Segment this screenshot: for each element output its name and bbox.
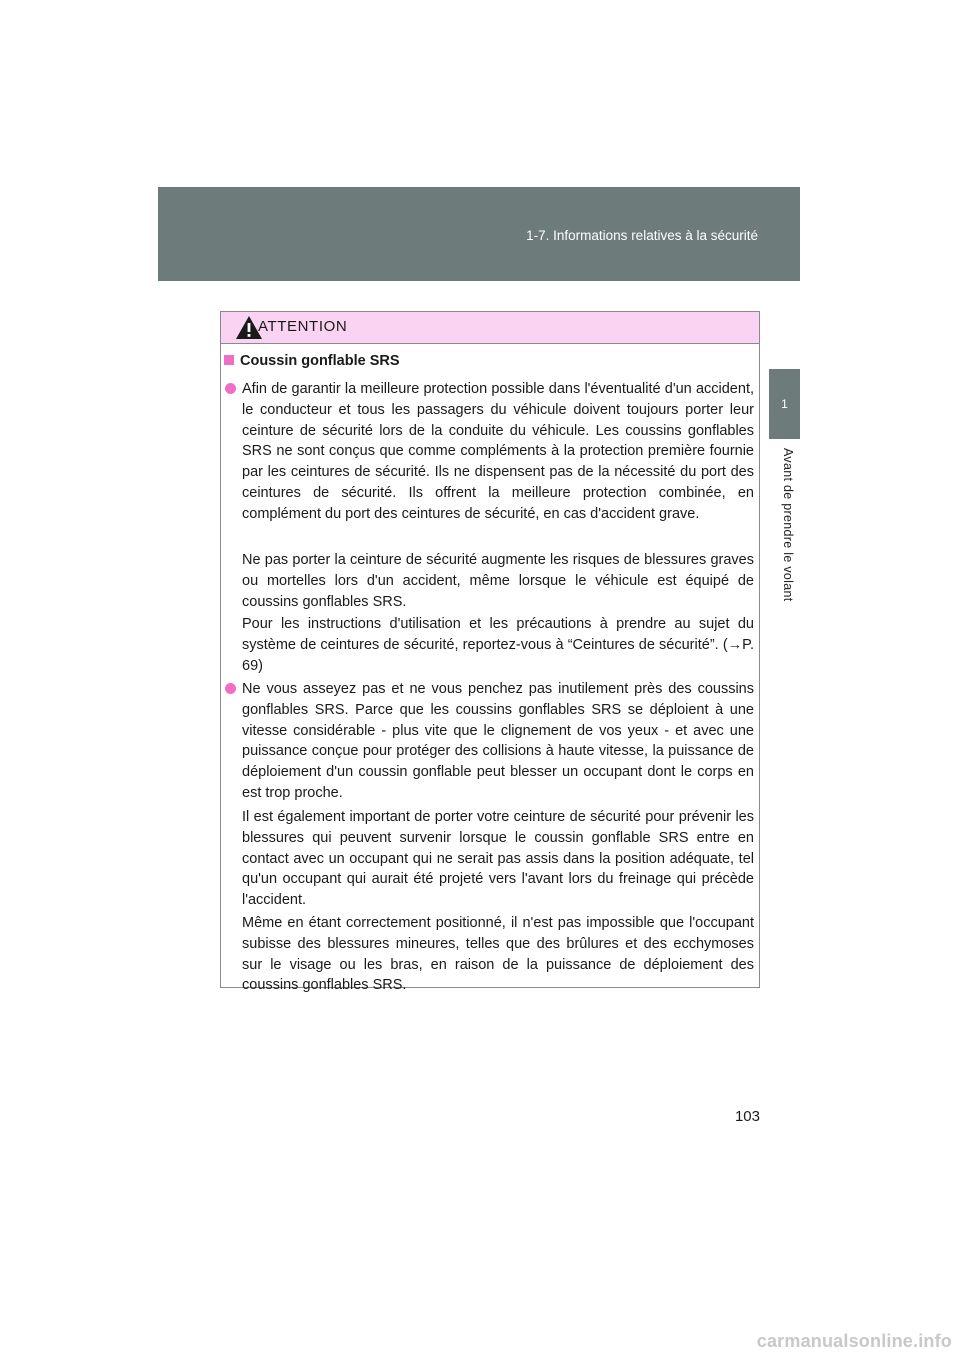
chapter-number: 1 (781, 397, 788, 411)
section-title: 1-7. Informations relatives à la sécurité (526, 228, 758, 243)
warning-body (221, 344, 759, 994)
warning-box (220, 311, 760, 994)
paragraph-6: Même en étant correctement positionné, il n'est pas impossible que l'occupant subisse des blessures mineures, telles que des brûlures et des ecchymoses sur le visage ou les bras, en raison de la puissance de déploiement des coussins gonflables SRS. (242, 915, 754, 994)
section-heading-text: Coussin gonflable SRS (240, 353, 400, 369)
paragraph-2: Ne pas porter la ceinture de sécurité augmente les risques de blessures graves ou mortelles lors d'un accident, même lorsque le véhicule est équipé de coussins gonflables SRS. (242, 552, 754, 610)
page-number: 103 (734, 1108, 760, 1125)
chapter-tab (769, 369, 800, 439)
round-bullet-icon (225, 381, 239, 395)
square-bullet-icon (224, 355, 234, 365)
paragraph-1: Afin de garantir la meilleure protection possible dans l'éventualité d'un accident, le conducteur et tous les passagers du véhicule doivent toujours porter leur ceinture de sécurité lors de la conduite du véhicule. Les coussins gonflables SRS ne sont conçus que comme compléments à la protection première fournie par les ceintures de sécurité. Ils ne dispensent pas de la nécessité du port des ceintures de sécurité. Ils offrent la meilleure protection combinée, en complément du port des ceintures de sécurité, en cas d'accident grave. (242, 381, 754, 522)
header-band (158, 187, 800, 281)
round-bullet-icon (225, 681, 239, 695)
warning-header (221, 312, 759, 344)
warning-title: ATTENTION (258, 318, 348, 335)
paragraph-5: Il est également important de porter votre ceinture de sécurité pour prévenir les blessures qui peuvent survenir lorsque le coussin gonflable SRS entre en contact avec un occupant qui ne serait pas assis dans la position adéquate, tel qu'un occupant qui aurait été projeté vers l'avant lors du freinage qui précède l'accident. (242, 809, 754, 909)
site-watermark: carmanualsonline.info (756, 1331, 952, 1351)
chapter-label: Avant de prendre le volant (781, 448, 795, 602)
paragraph-3: Pour les instructions d'utilisation et les précautions à prendre au sujet du système de ceintures de sécurité, reportez-vous à “Ceintures de sécurité”. (→P. 69) (242, 616, 754, 674)
paragraph-4: Ne vous asseyez pas et ne vous penchez pas inutilement près des coussins gonflables SRS. Parce que les coussins gonflables SRS se déploient à une vitesse considérable - plus vite que le clignement de vos yeux - et avec une puissance conçue pour protéger des collisions à haute vitesse, la puissance de déploiement d'un coussin gonflable peut blesser un occupant dont le corps en est trop proche. (242, 681, 754, 801)
section-heading (224, 353, 400, 369)
